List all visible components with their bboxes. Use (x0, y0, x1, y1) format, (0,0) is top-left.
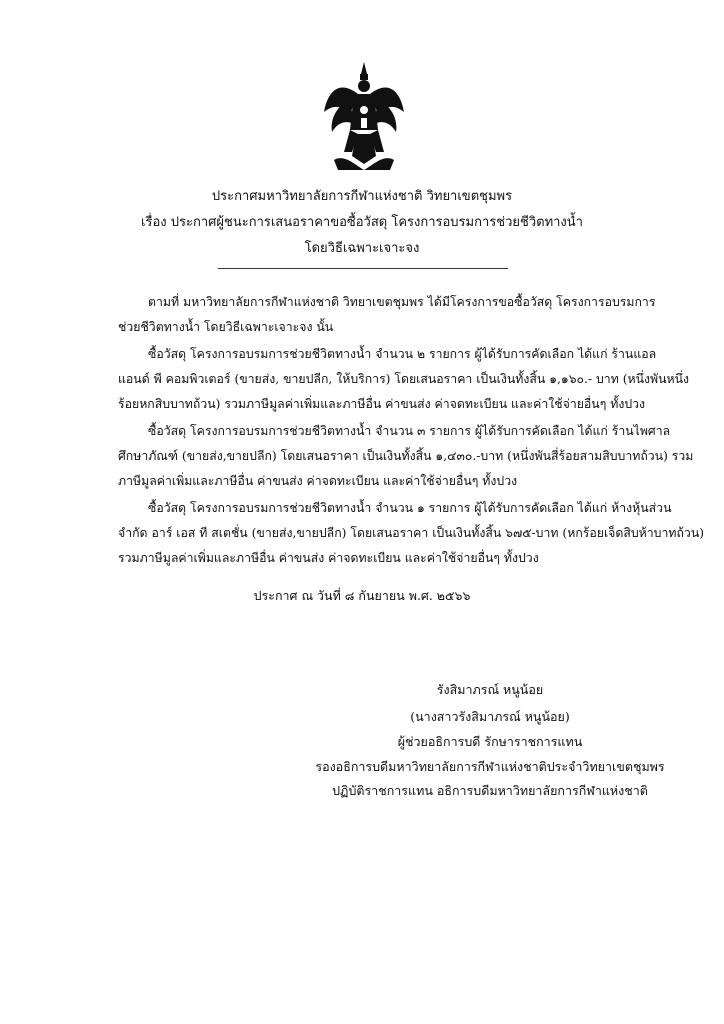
paragraph-winner-1 (118, 342, 690, 417)
paragraph-winner-2 (118, 419, 694, 494)
paragraph-line: ซื้อวัสดุ โครงการอบรมการช่วยชีวิตทางน้ำ จำนวน ๓ รายการ ผู้ได้รับการคัดเลือก ได้แก่ ร้านไพศาล (148, 424, 671, 438)
signatory-title-3: ปฏิบัติราชการแทน อธิการบดีมหาวิทยาลัยการกีฬาแห่งชาติ (332, 783, 648, 798)
paragraph-line: ภาษีมูลค่าเพิ่มและภาษีอื่น ค่าขนส่ง ค่าจดทะเบียน และค่าใช้จ่ายอื่นๆ ทั้งปวง (118, 474, 518, 488)
paragraph-line: ซื้อวัสดุ โครงการอบรมการช่วยชีวิตทางน้ำ จำนวน ๒ รายการ ผู้ได้รับการคัดเลือก ได้แก่ ร้านแอล (148, 347, 657, 361)
paragraph-line: ร้อยหกสิบบาทถ้วน) รวมภาษีมูลค่าเพิ่มและภาษีอื่น ค่าขนส่ง ค่าจดทะเบียน และค่าใช้จ่ายอื่นๆ ทั้งปวง (118, 397, 646, 411)
signatory-title-1: ผู้ช่วยอธิการบดี รักษาราชการแทน (397, 734, 583, 749)
paragraph-line: ศึกษาภัณฑ์ (ขายส่ง,ขายปลีก) โดยเสนอราคา เป็นเงินทั้งสิ้น ๑,๔๓๐.-บาท (หนึ่งพันสี่ร้อยสามสิบบาทถ้วน) รวม (118, 449, 694, 463)
paragraph-intro (118, 290, 658, 340)
heading-subject: เรื่อง ประกาศผู้ชนะการเสนอราคาขอซื้อวัสดุ โครงการอบรมการช่วยชีวิตทางน้ำ (141, 215, 583, 230)
paragraph-winner-3 (118, 496, 705, 571)
paragraph-line: ซื้อวัสดุ โครงการอบรมการช่วยชีวิตทางน้ำ จำนวน ๑ รายการ ผู้ได้รับการคัดเลือก ได้แก่ ห้างหุ้นส่วน (148, 501, 672, 515)
signature-name: รังสิมาภรณ์ หนูน้อย (436, 682, 544, 697)
garuda-emblem-icon (320, 60, 408, 180)
paragraph-line: ตามที่ มหาวิทยาลัยการกีฬาแห่งชาติ วิทยาเขตชุมพร ได้มีโครงการขอซื้อวัสดุ โครงการอบรมการ (148, 295, 656, 309)
heading-line-1: ประกาศมหาวิทยาลัยการกีฬาแห่งชาติ วิทยาเขตชุมพร (211, 189, 513, 204)
signatory-title-2: รองอธิการบดีมหาวิทยาลัยการกีฬาแห่งชาติประจำวิทยาเขตชุมพร (315, 759, 665, 774)
paragraph-line: รวมภาษีมูลค่าเพิ่มและภาษีอื่น ค่าขนส่ง ค่าจดทะเบียน และค่าใช้จ่ายอื่นๆ ทั้งปวง (118, 551, 539, 565)
paragraph-line: จำกัด อาร์ เอส ที สเตชั่น (ขายส่ง,ขายปลีก) โดยเสนอราคา เป็นเงินทั้งสิ้น ๖๗๕-บาท (หกร้อยเจ็ดสิบห้าบาทถ้วน) (118, 526, 705, 540)
heading-divider (218, 268, 508, 269)
paragraph-line: แอนด์ พี คอมพิวเตอร์ (ขายส่ง, ขายปลีก, ให้บริการ) โดยเสนอราคา เป็นเงินทั้งสิ้น ๑,๑๖๐.- บาท (หนึ่งพันหนึ่ง (118, 372, 690, 386)
heading-method: โดยวิธีเฉพาะเจาะจง (304, 241, 420, 256)
paragraph-line: ช่วยชีวิตทางน้ำ โดยวิธีเฉพาะเจาะจง นั้น (118, 320, 334, 334)
signatory-full-name: (นางสาวรังสิมาภรณ์ หนูน้อย) (410, 709, 570, 724)
announcement-date: ประกาศ ณ วันที่ ๘ กันยายน พ.ศ. ๒๕๖๖ (253, 588, 471, 603)
